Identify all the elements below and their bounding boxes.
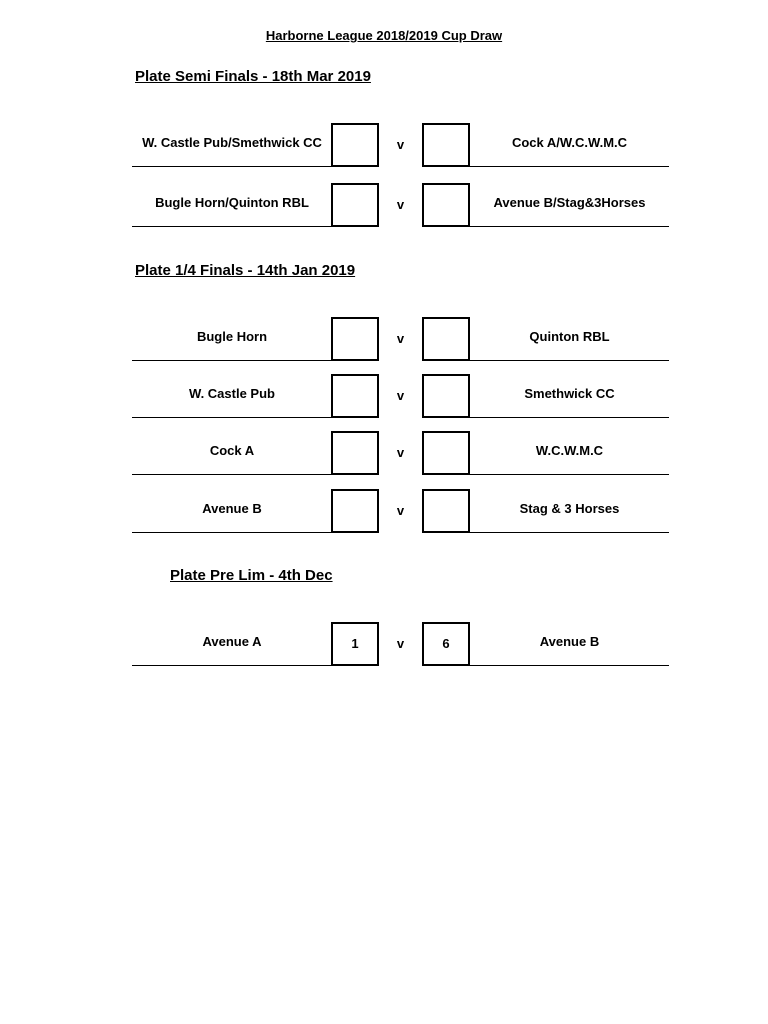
row-divider	[469, 532, 669, 533]
home-score-box[interactable]	[331, 317, 379, 361]
away-score-box[interactable]	[422, 374, 470, 418]
fixture-row	[132, 123, 669, 167]
row-divider	[132, 474, 332, 475]
prelim-heading: Plate Pre Lim - 4th Dec	[170, 567, 333, 584]
away-score-box[interactable]: 6	[422, 622, 470, 666]
fixture-row	[132, 622, 669, 666]
away-team: Quinton RBL	[529, 329, 610, 344]
home-score-box[interactable]	[331, 489, 379, 533]
row-divider	[132, 166, 332, 167]
versus-label: v	[396, 331, 405, 346]
row-divider	[132, 417, 332, 418]
away-team: W.C.W.M.C	[535, 443, 604, 458]
fixture-row	[132, 489, 669, 533]
home-team: Bugle Horn	[196, 329, 268, 344]
versus-label: v	[396, 137, 405, 152]
versus-label: v	[396, 503, 405, 518]
row-divider	[469, 417, 669, 418]
away-team: Avenue B	[539, 634, 600, 649]
home-score-box[interactable]: 1	[331, 622, 379, 666]
quarter-finals-heading: Plate 1/4 Finals - 14th Jan 2019	[135, 262, 356, 279]
away-score-box[interactable]	[422, 317, 470, 361]
row-divider	[469, 166, 669, 167]
away-team: Smethwick CC	[524, 386, 615, 401]
fixture-row	[132, 431, 669, 475]
home-team: W. Castle Pub/Smethwick CC	[142, 135, 322, 150]
versus-label: v	[396, 197, 405, 212]
home-team: Bugle Horn/Quinton RBL	[155, 195, 309, 210]
row-divider	[469, 665, 669, 666]
home-team: W. Castle Pub	[189, 386, 275, 401]
away-score-box[interactable]	[422, 123, 470, 167]
home-team: Cock A	[209, 443, 255, 458]
away-score-box[interactable]	[422, 489, 470, 533]
away-score-box[interactable]	[422, 431, 470, 475]
row-divider	[469, 226, 669, 227]
row-divider	[132, 226, 332, 227]
row-divider	[469, 474, 669, 475]
home-team: Avenue A	[202, 634, 262, 649]
versus-label: v	[396, 445, 405, 460]
fixture-row	[132, 317, 669, 361]
row-divider	[132, 360, 332, 361]
document-title: Harborne League 2018/2019 Cup Draw	[265, 28, 503, 43]
row-divider	[132, 532, 332, 533]
away-team: Stag & 3 Horses	[519, 501, 620, 516]
home-score-box[interactable]	[331, 374, 379, 418]
home-team: Avenue B	[202, 501, 262, 516]
away-score-box[interactable]	[422, 183, 470, 227]
versus-label: v	[396, 636, 405, 651]
row-divider	[132, 665, 332, 666]
versus-label: v	[396, 388, 405, 403]
fixture-row	[132, 183, 669, 227]
row-divider	[469, 360, 669, 361]
fixture-row	[132, 374, 669, 418]
home-score-box[interactable]	[331, 123, 379, 167]
semi-finals-heading: Plate Semi Finals - 18th Mar 2019	[135, 68, 371, 85]
away-team: Cock A/W.C.W.M.C	[511, 135, 628, 150]
home-score-box[interactable]	[331, 431, 379, 475]
away-team: Avenue B/Stag&3Horses	[493, 195, 646, 210]
home-score-box[interactable]	[331, 183, 379, 227]
